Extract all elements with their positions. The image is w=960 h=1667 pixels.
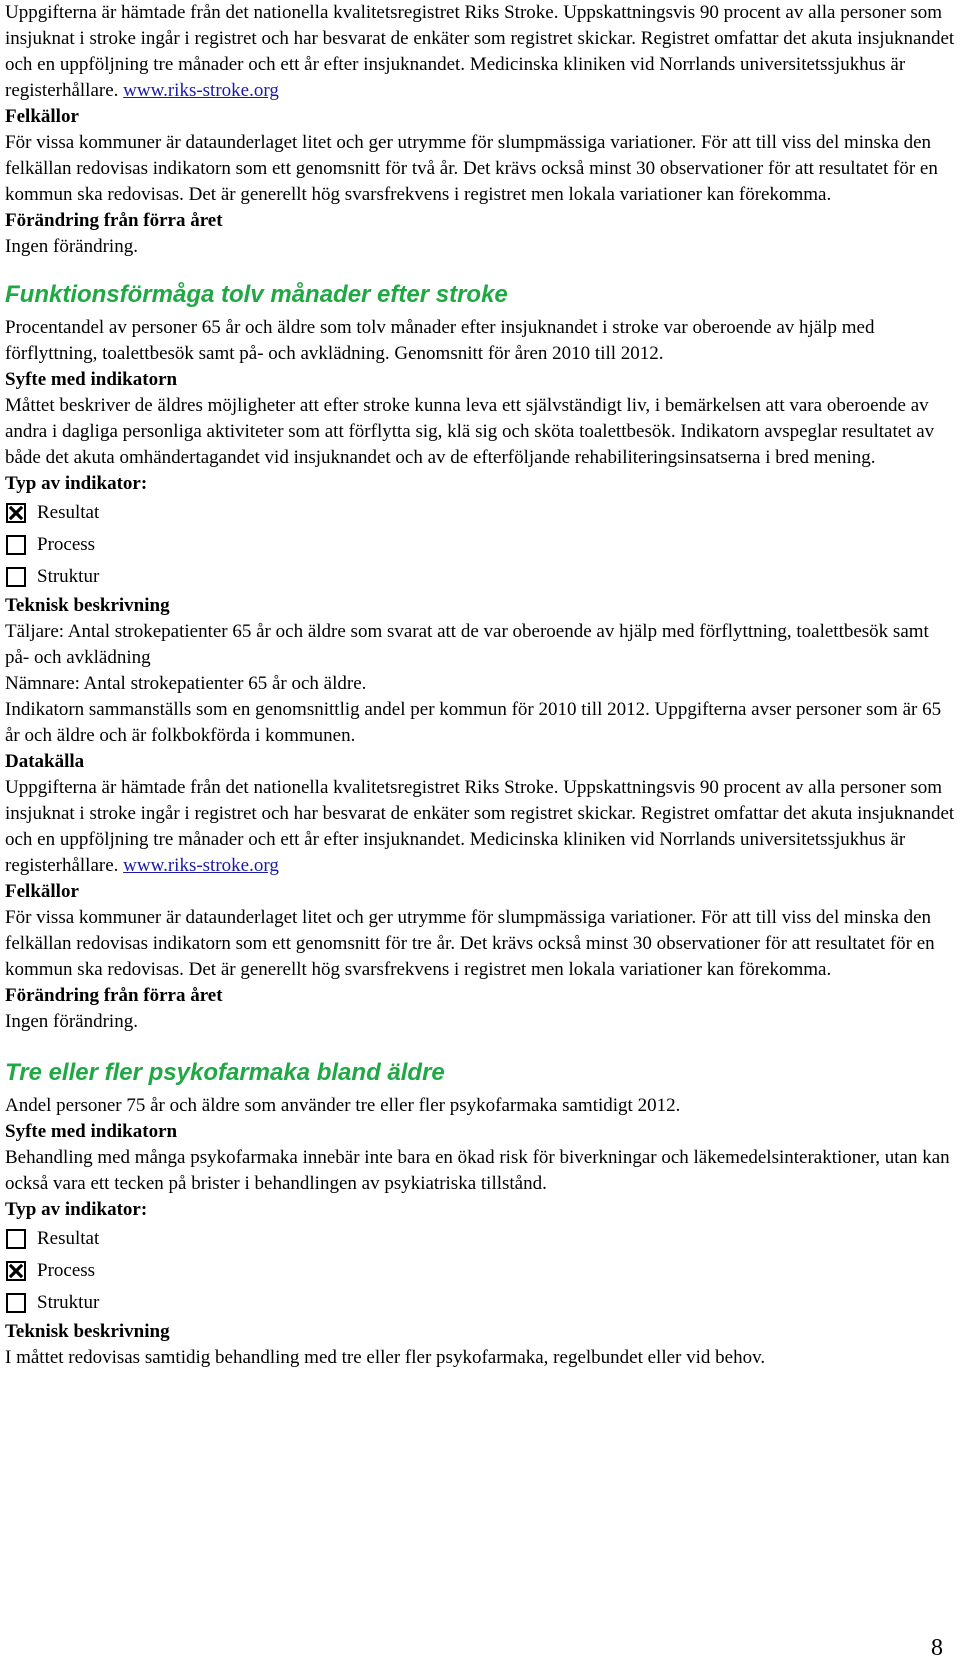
x-mark-icon (8, 1263, 24, 1279)
indicator-type-structure (5, 1287, 955, 1319)
checkbox-unchecked (6, 1229, 26, 1249)
change-heading: Förändring från förra året (5, 985, 223, 1006)
technical-paragraph: I måttet redovisas samtidig behandling med tre eller fler psykofarmaka, regelbundet eller vid behov. (5, 1347, 766, 1368)
indicator-type-label: Struktur (37, 566, 100, 587)
section-title: Funktionsförmåga tolv månader efter stroke (5, 281, 508, 308)
errors-paragraph: För vissa kommuner är dataunderlaget litet och ger utrymme för slumpmässiga variationer. För att till viss del minska den felkällan redovisas indikatorn som ett genomsnitt för tre år. Det krävs också minst 30 observationer för att resultatet för en kommun ska redovisas. Det är generellt hög svarsfrekvens i registret men lokala variationer kan förekomma. (5, 907, 935, 980)
checkbox-checked (6, 1261, 26, 1281)
compilation-text: Indikatorn sammanställs som en genomsnittlig andel per kommun för 2010 till 2012. Uppgifterna avser personer som är 65 år och äldre och är folkbokförda i kommunen. (5, 699, 942, 746)
data-source-heading: Datakälla (5, 751, 85, 772)
source-paragraph: Uppgifterna är hämtade från det nationella kvalitetsregistret Riks Stroke. Uppskattningsvis 90 procent av alla personer som insjuknat i stroke ingår i registret och har besvarat de enkäter som registret skickar. Registret omfattar det akuta insjuknandet och en uppföljning tre månader och ett år efter insjuknandet. Medicinska kliniken vid Norrlands universitetssjukhus är registerhållare. www.riks-stroke.org (5, 2, 955, 101)
indicator-type-result (5, 1223, 955, 1255)
riks-stroke-link[interactable]: www.riks-stroke.org (123, 855, 279, 876)
indicator-description: Andel personer 75 år och äldre som använder tre eller fler psykofarmaka samtidigt 2012. (5, 1095, 681, 1116)
change-heading: Förändring från förra året (5, 210, 223, 231)
riks-stroke-link[interactable]: www.riks-stroke.org (123, 80, 279, 101)
indicator-description: Procentandel av personer 65 år och äldre som tolv månader efter insjuknandet i stroke var oberoende av hjälp med förflyttning, toalettbesök samt på- och avklädning. Genomsnitt för åren 2010 till 2012. (5, 317, 875, 364)
indicator-type-heading: Typ av indikator: (5, 1199, 148, 1220)
denominator-text: Nämnare: Antal strokepatienter 65 år och äldre. (5, 673, 367, 694)
errors-heading: Felkällor (5, 106, 79, 127)
purpose-heading: Syfte med indikatorn (5, 1121, 178, 1142)
errors-heading: Felkällor (5, 881, 79, 902)
indicator-type-label: Resultat (37, 1228, 100, 1249)
errors-paragraph: För vissa kommuner är dataunderlaget litet och ger utrymme för slumpmässiga variationer. För att till viss del minska den felkällan redovisas indikatorn som ett genomsnitt för två år. Det krävs också minst 30 observationer för att resultatet för en kommun ska redovisas. Det är generellt hög svarsfrekvens i registret men lokala variationer kan förekomma. (5, 132, 938, 205)
indicator-type-structure (5, 561, 955, 593)
indicator-type-result (5, 497, 955, 529)
checkbox-unchecked (6, 535, 26, 555)
indicator-type-label: Process (37, 534, 96, 555)
purpose-paragraph: Behandling med många psykofarmaka innebär inte bara en ökad risk för biverkningar och läkemedelsinteraktioner, utan kan också vara ett tecken på brister i behandlingen av psykiatriska tillstånd. (5, 1147, 950, 1194)
change-paragraph: Ingen förändring. (5, 1011, 138, 1032)
indicator-type-label: Resultat (37, 502, 100, 523)
checkbox-unchecked (6, 567, 26, 587)
page-number: 8 (931, 1635, 943, 1661)
technical-heading: Teknisk beskrivning (5, 595, 170, 616)
indicator-type-process (5, 529, 955, 561)
checkbox-checked (6, 503, 26, 523)
purpose-heading: Syfte med indikatorn (5, 369, 178, 390)
section-title: Tre eller fler psykofarmaka bland äldre (5, 1059, 445, 1086)
checkbox-unchecked (6, 1293, 26, 1313)
x-mark-icon (8, 505, 24, 521)
purpose-paragraph: Måttet beskriver de äldres möjligheter att efter stroke kunna leva ett självständigt liv, i bemärkelsen att vara oberoende av andra i dagliga personliga aktiviteter som att förflytta sig, klä sig och sköta toalettbesök. Indikatorn avspeglar resultatet av både det akuta omhändertagandet vid insjuknandet och av de efterföljande rehabiliteringsinsatserna i bred mening. (5, 395, 935, 468)
indicator-type-label: Struktur (37, 1292, 100, 1313)
numerator-text: Täljare: Antal strokepatienter 65 år och äldre som svarat att de var oberoende av hjälp med förflyttning, toalettbesök samt på- och avklädning (5, 621, 929, 668)
source-paragraph: Uppgifterna är hämtade från det nationella kvalitetsregistret Riks Stroke. Uppskattningsvis 90 procent av alla personer som insjuknat i stroke ingår i registret och har besvarat de enkäter som registret skickar. Registret omfattar det akuta insjuknandet och en uppföljning tre månader och ett år efter insjuknandet. Medicinska kliniken vid Norrlands universitetssjukhus är registerhållare. www.riks-stroke.org (5, 777, 955, 876)
change-paragraph: Ingen förändring. (5, 236, 138, 257)
indicator-type-label: Process (37, 1260, 96, 1281)
document-page (5, 0, 955, 1371)
technical-heading: Teknisk beskrivning (5, 1321, 170, 1342)
indicator-type-heading: Typ av indikator: (5, 473, 148, 494)
indicator-type-process (5, 1255, 955, 1287)
